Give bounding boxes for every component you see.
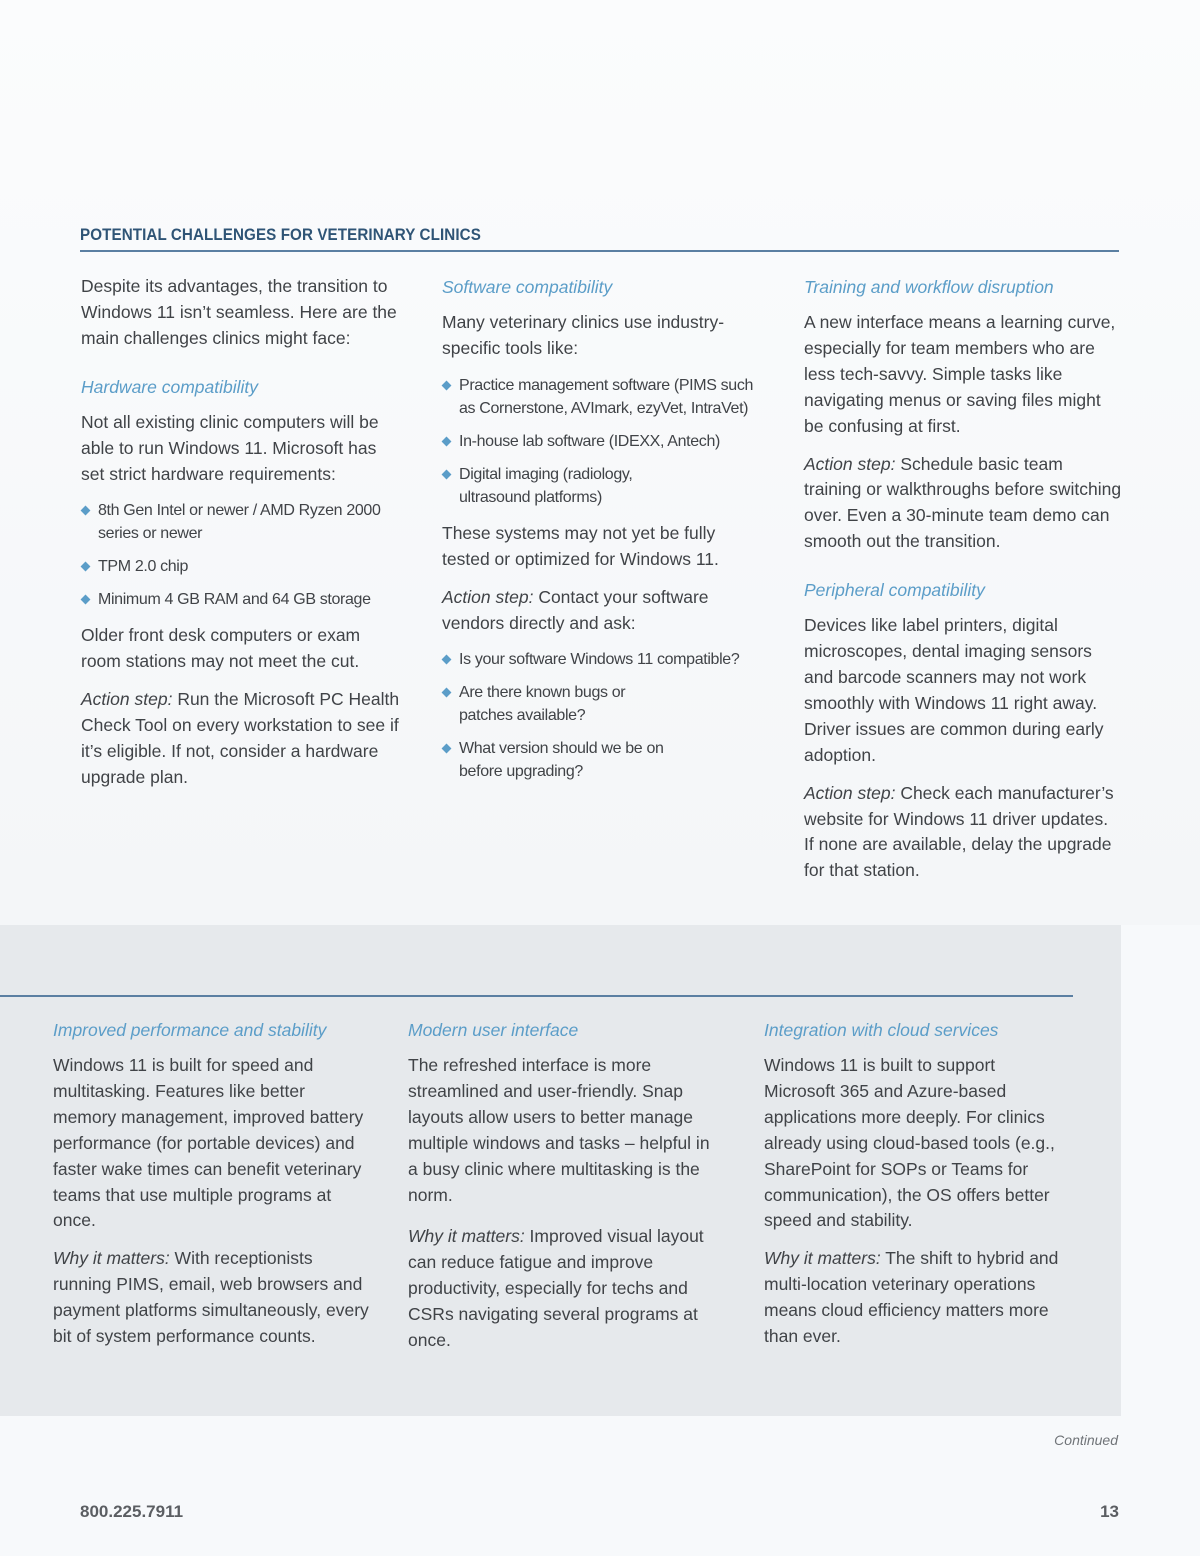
diamond-bullet-icon [442,744,452,754]
hardware-requirements-list [81,499,401,611]
why-it-matters-label: Why it matters: [764,1248,881,1269]
peripheral-paragraph: Devices like label printers, digital microscopes, dental imaging sensors and barcode scanners may not work smoothly with Windows 11 right away. Driver issues are common during early adoption. [804,615,1104,765]
hardware-paragraph: Not all existing clinic computers will be able to run Windows 11. Microsoft has set strict hardware requirements: [81,411,379,484]
training-action-step: Action step: Schedule basic team training or walkthroughs before switching over. Even a 30-minute team demo can smooth out the transition. [804,453,1122,552]
hardware-action-step: Action step: Run the Microsoft PC Health Check Tool on every workstation to see if it’s eligible. If not, consider a hardware upgrade plan. [81,689,400,787]
column-modern-ui [408,1017,713,1366]
modern-ui-paragraph: The refreshed interface is more streamlined and user-friendly. Snap layouts allow users to better manage multiple windows and tasks – helpful in a busy clinic where multitasking is the norm. [408,1055,710,1205]
action-step-label: Action step: [804,782,896,803]
diamond-bullet-icon [81,595,91,605]
heading-cloud-integration: Integration with cloud services [764,1020,999,1040]
heading-performance-stability: Improved performance and stability [53,1020,327,1040]
cloud-paragraph: Windows 11 is built to support Microsoft 365 and Azure-based applications more deeply. For clinics already using cloud-based tools (e.g., SharePoint for SOPs or Teams for communication), the OS offers better speed and stability. [764,1055,1055,1231]
peripheral-action-step: Action step: Check each manufacturer’s website for Windows 11 driver updates. If none are available, delay the upgrade for that station. [804,782,1114,881]
diamond-bullet-icon [81,506,91,516]
column-cloud [764,1017,1069,1362]
hardware-after-paragraph: Older front desk computers or exam room stations may not meet the cut. [81,625,361,672]
heading-peripheral-compatibility: Peripheral compatibility [804,580,985,601]
heading-software-compatibility: Software compatibility [442,277,613,297]
modern-ui-why-it-matters: Why it matters: Improved visual layout can reduce fatigue and improve productivity, especially for techs and CSRs navigating several programs at once. [408,1226,704,1351]
intro-paragraph: Despite its advantages, the transition to Windows 11 isn’t seamless. Here are the main challenges clinics might face: [81,276,397,348]
performance-why-it-matters: Why it matters: With receptionists running PIMS, email, web browsers and payment platforms simultaneously, every bit of system performance counts. [53,1248,369,1347]
diamond-bullet-icon [442,436,452,446]
list-item: What version should we be on before upgrading? [442,737,767,783]
training-paragraph: A new interface means a learning curve, especially for team members who are less tech-savvy. Simple tasks like navigating menus or saving files might be confusing at first. [804,312,1116,436]
list-item: Practice management software (PIMS such as Cornerstone, AVImark, ezyVet, IntraVet) [442,374,767,420]
column-hardware [81,274,401,803]
why-it-matters-label: Why it matters: [408,1226,525,1247]
software-tools-list [442,374,767,509]
continued-note: Continued [1054,1432,1118,1448]
footer-phone-number: 800.225.7911 [80,1502,184,1521]
list-item: Are there known bugs or patches available? [442,681,767,727]
column-training-peripheral [804,274,1122,896]
why-it-matters-label: Why it matters: [53,1248,170,1269]
diamond-bullet-icon [81,562,91,572]
heading-hardware-compatibility: Hardware compatibility [81,376,259,397]
column-performance [53,1017,371,1362]
action-step-label: Action step: [804,453,896,474]
list-item: Is your software Windows 11 compatible? [442,648,767,671]
list-item: TPM 2.0 chip [81,555,401,578]
benefits-divider [0,995,1073,997]
software-action-step: Action step: Contact your software vendors directly and ask: [442,586,709,633]
diamond-bullet-icon [442,380,452,390]
heading-training-workflow: Training and workflow disruption [804,277,1054,297]
software-after-paragraph: These systems may not yet be fully tested or optimized for Windows 11. [442,522,719,569]
list-item: Minimum 4 GB RAM and 64 GB storage [81,588,401,611]
column-software [442,274,767,795]
vendor-questions-list [442,648,767,783]
cloud-why-it-matters: Why it matters: The shift to hybrid and multi-location veterinary operations means cloud efficiency matters more than ever. [764,1248,1059,1347]
section-title: POTENTIAL CHALLENGES FOR VETERINARY CLINICS [80,226,481,244]
diamond-bullet-icon [442,469,452,479]
page-number: 13 [1100,1502,1119,1521]
section-divider [80,250,1119,252]
list-item: Digital imaging (radiology, ultrasound platforms) [442,463,767,509]
diamond-bullet-icon [442,688,452,698]
diamond-bullet-icon [442,655,452,665]
list-item: In-house lab software (IDEXX, Antech) [442,430,767,453]
performance-paragraph: Windows 11 is built for speed and multitasking. Features like better memory management, improved battery performance (for portable devices) and faster wake times can benefit veterinary teams that use multiple programs at once. [53,1055,364,1231]
action-step-label: Action step: [442,586,534,607]
software-intro-paragraph: Many veterinary clinics use industry-specific tools like: [442,312,725,358]
action-step-label: Action step: [81,689,173,710]
list-item: 8th Gen Intel or newer / AMD Ryzen 2000 series or newer [81,499,401,545]
heading-modern-ui: Modern user interface [408,1020,579,1040]
